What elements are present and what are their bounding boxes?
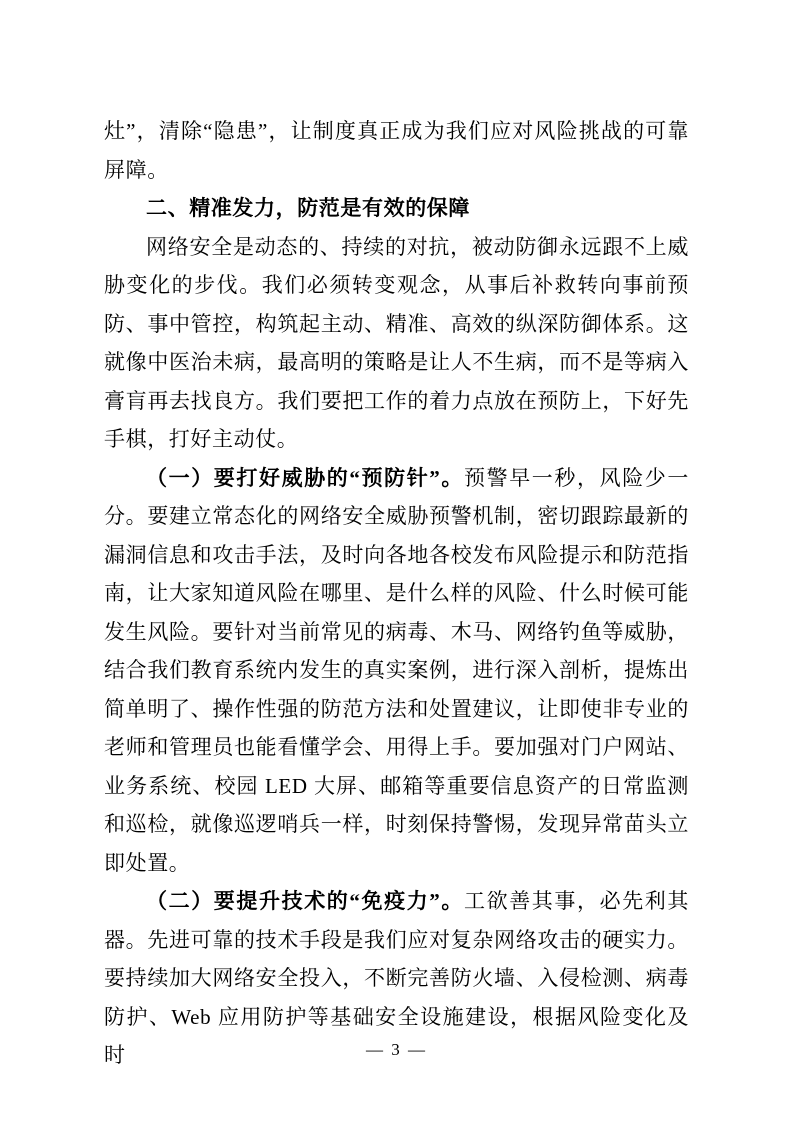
section-heading (104, 189, 689, 228)
numbered-item-1 (104, 459, 689, 883)
numbered-item-lead: （一）要打好威胁的“预防针”。 (146, 465, 464, 490)
paragraph-text: 工欲善其事，必先利其器。先进可靠的技术手段是我们应对复杂网络攻击的硬实力。要持续加大网络安全投入，不断完善防火墙、入侵检测、病毒防护、Web 应用防护等基础安全设施建设，根据风险变化及时 (104, 889, 689, 1067)
paragraph-text: 网络安全是动态的、持续的对抗，被动防御永远跟不上威胁变化的步伐。我们必须转变观念，从事后补救转向事前预防、事中管控，构筑起主动、精准、高效的纵深防御体系。这就像中医治未病，最高明的策略是让人不生病，而不是等病入膏肓再去找良方。我们要把工作的着力点放在预防上，下好先手棋，打好主动仗。 (104, 234, 689, 451)
paragraph-text: 灶”，清除“隐患”，让制度真正成为我们应对风险挑战的可靠屏障。 (104, 119, 689, 182)
numbered-item-lead: （二）要提升技术的“免疫力”。 (146, 889, 464, 913)
paragraph-continuation (104, 112, 689, 189)
body-paragraph (104, 228, 689, 459)
paragraph-text: 预警早一秒，风险少一分。要建立常态化的网络安全威胁预警机制，密切跟踪最新的漏洞信息和攻击手法，及时向各地各校发布风险提示和防范指南，让大家知道风险在哪里、是什么样的风险、什么时候可能发生风险。要针对当前常见的病毒、木马、网络钓鱼等威胁，结合我们教育系统内发生的真实案例，进行深入剖析，提炼出简单明了、操作性强的防范方法和处置建议，让即使非专业的老师和管理员也能看懂学会、用得上手。要加强对门户网站、业务系统、校园 LED 大屏、邮箱等重要信息资产的日常监测和巡检，就像巡逻哨兵一样，时刻保持警惕，发现异常苗头立即处置。 (104, 465, 689, 875)
section-heading-text: 二、精准发力，防范是有效的保障 (146, 196, 470, 220)
document-body (104, 112, 689, 1075)
page-number: — 3 — (366, 1040, 427, 1059)
